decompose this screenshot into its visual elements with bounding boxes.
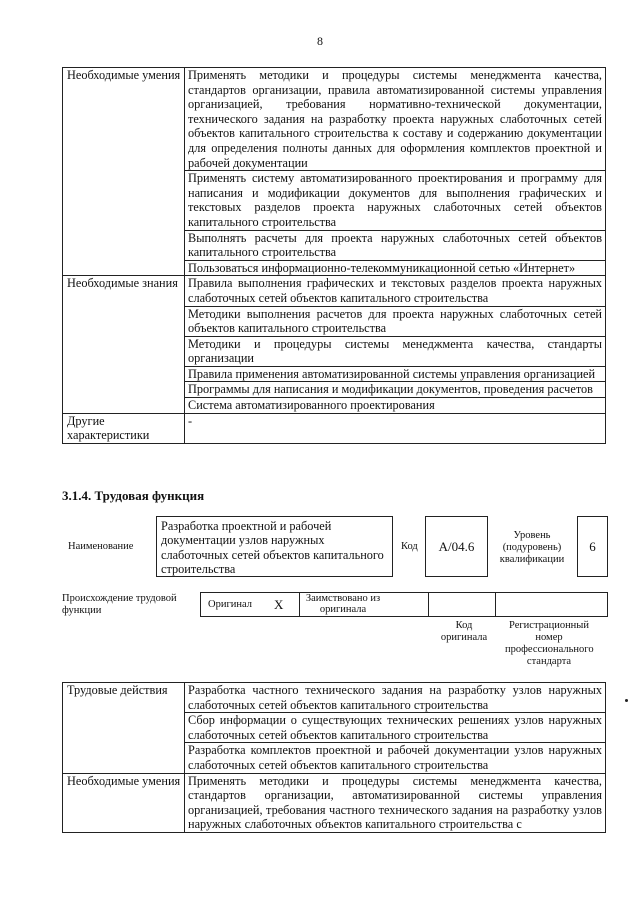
code-value: A/04.6 — [438, 539, 475, 554]
table-cell: Разработка комплектов проектной и рабочей документации узлов наружных слаботочных сетей объектов капитального строительства — [185, 743, 606, 773]
table-cell: Методики и процедуры системы менеджмента качества, стандарты организации — [185, 336, 606, 366]
table-cell: Пользоваться информационно-телекоммуникационной сетью «Интернет» — [185, 260, 606, 276]
table-cell: Выполнять расчеты для проекта наружных слаботочных сетей объектов капитального строительства — [185, 230, 606, 260]
table-cell: Применять методики и процедуры системы менеджмента качества, стандартов организации, правила автоматизированной системы управления организацией, требования нормативно-технической документации, технического задания на разработку проекта наружных слаботочных сетей объектов капитального строительства к составу и содержанию документации для определения полноты данных для оформления комплектов проектной и рабочей документации — [185, 68, 606, 171]
table-cell: Применять систему автоматизированного проектирования и программу для написания и модификации документов для выполнения графических и текстовых разделов проекта наружных слаботочных сетей объектов капитального строительства — [185, 171, 606, 230]
table-cell: - — [185, 413, 606, 443]
table-cell: Сбор информации о существующих технических решениях узлов наружных слаботочных сетей объектов капитального строительства — [185, 713, 606, 743]
origin-label: Происхождение трудовой функции — [62, 593, 177, 616]
row-label: Другие характеристики — [63, 413, 185, 443]
section-title: 3.1.4. Трудовая функция — [62, 488, 205, 503]
table-row — [63, 413, 606, 443]
function-name-box — [156, 516, 393, 577]
level-box — [577, 516, 608, 577]
original-mark: X — [274, 597, 284, 612]
requirements-table-bottom — [62, 682, 606, 833]
origin-reg-box — [495, 592, 608, 617]
row-label: Трудовые действия — [63, 683, 185, 774]
table-cell: Разработка частного технического задания на разработку узлов наружных слаботочных сетей объектов капитального строительства — [185, 683, 606, 713]
page-number: 8 — [317, 34, 323, 48]
table-cell: Система автоматизированного проектирования — [185, 398, 606, 414]
origin-code-box — [428, 592, 496, 617]
row-label: Необходимые знания — [63, 276, 185, 413]
table-cell: Правила выполнения графических и текстовых разделов проекта наружных слаботочных сетей объектов капитального строительства — [185, 276, 606, 306]
origin-code-caption: Код оригинала — [440, 620, 488, 643]
original-label: Оригинал — [208, 599, 252, 610]
table-row — [63, 773, 606, 832]
table-cell: Методики выполнения расчетов для проекта наружных слаботочных сетей объектов капитального строительства — [185, 306, 606, 336]
name-label: Наименование — [68, 541, 134, 552]
row-label: Необходимые умения — [63, 68, 185, 276]
code-label: Код — [401, 541, 418, 552]
requirements-table-top — [62, 67, 606, 444]
function-name: Разработка проектной и рабочей документации узлов наружных слаботочных сетей объектов капитального строительства — [161, 519, 384, 576]
table-row — [63, 68, 606, 171]
table-cell: Применять методики и процедуры системы менеджмента качества, стандартов организации, автоматизированной системы управления организацией, требования частного технического задания на разработку узлов наружных слаботочных объектов капитального строительства с — [185, 773, 606, 832]
level-label: Уровень (подуровень) квалификации — [499, 530, 565, 565]
table-row — [63, 683, 606, 713]
row-label: Необходимые умения — [63, 773, 185, 832]
origin-reg-caption: Регистрационный номер профессионального стандарта — [505, 620, 594, 667]
level-value: 6 — [589, 539, 596, 554]
table-row — [63, 276, 606, 306]
stray-dot — [625, 699, 628, 702]
table-cell: Программы для написания и модификации документов, проведения расчетов — [185, 382, 606, 398]
table-cell: Правила применения автоматизированной системы управления организацией — [185, 366, 606, 382]
code-box — [425, 516, 488, 577]
borrowed-label: Заимствовано из оригинала — [305, 593, 381, 615]
